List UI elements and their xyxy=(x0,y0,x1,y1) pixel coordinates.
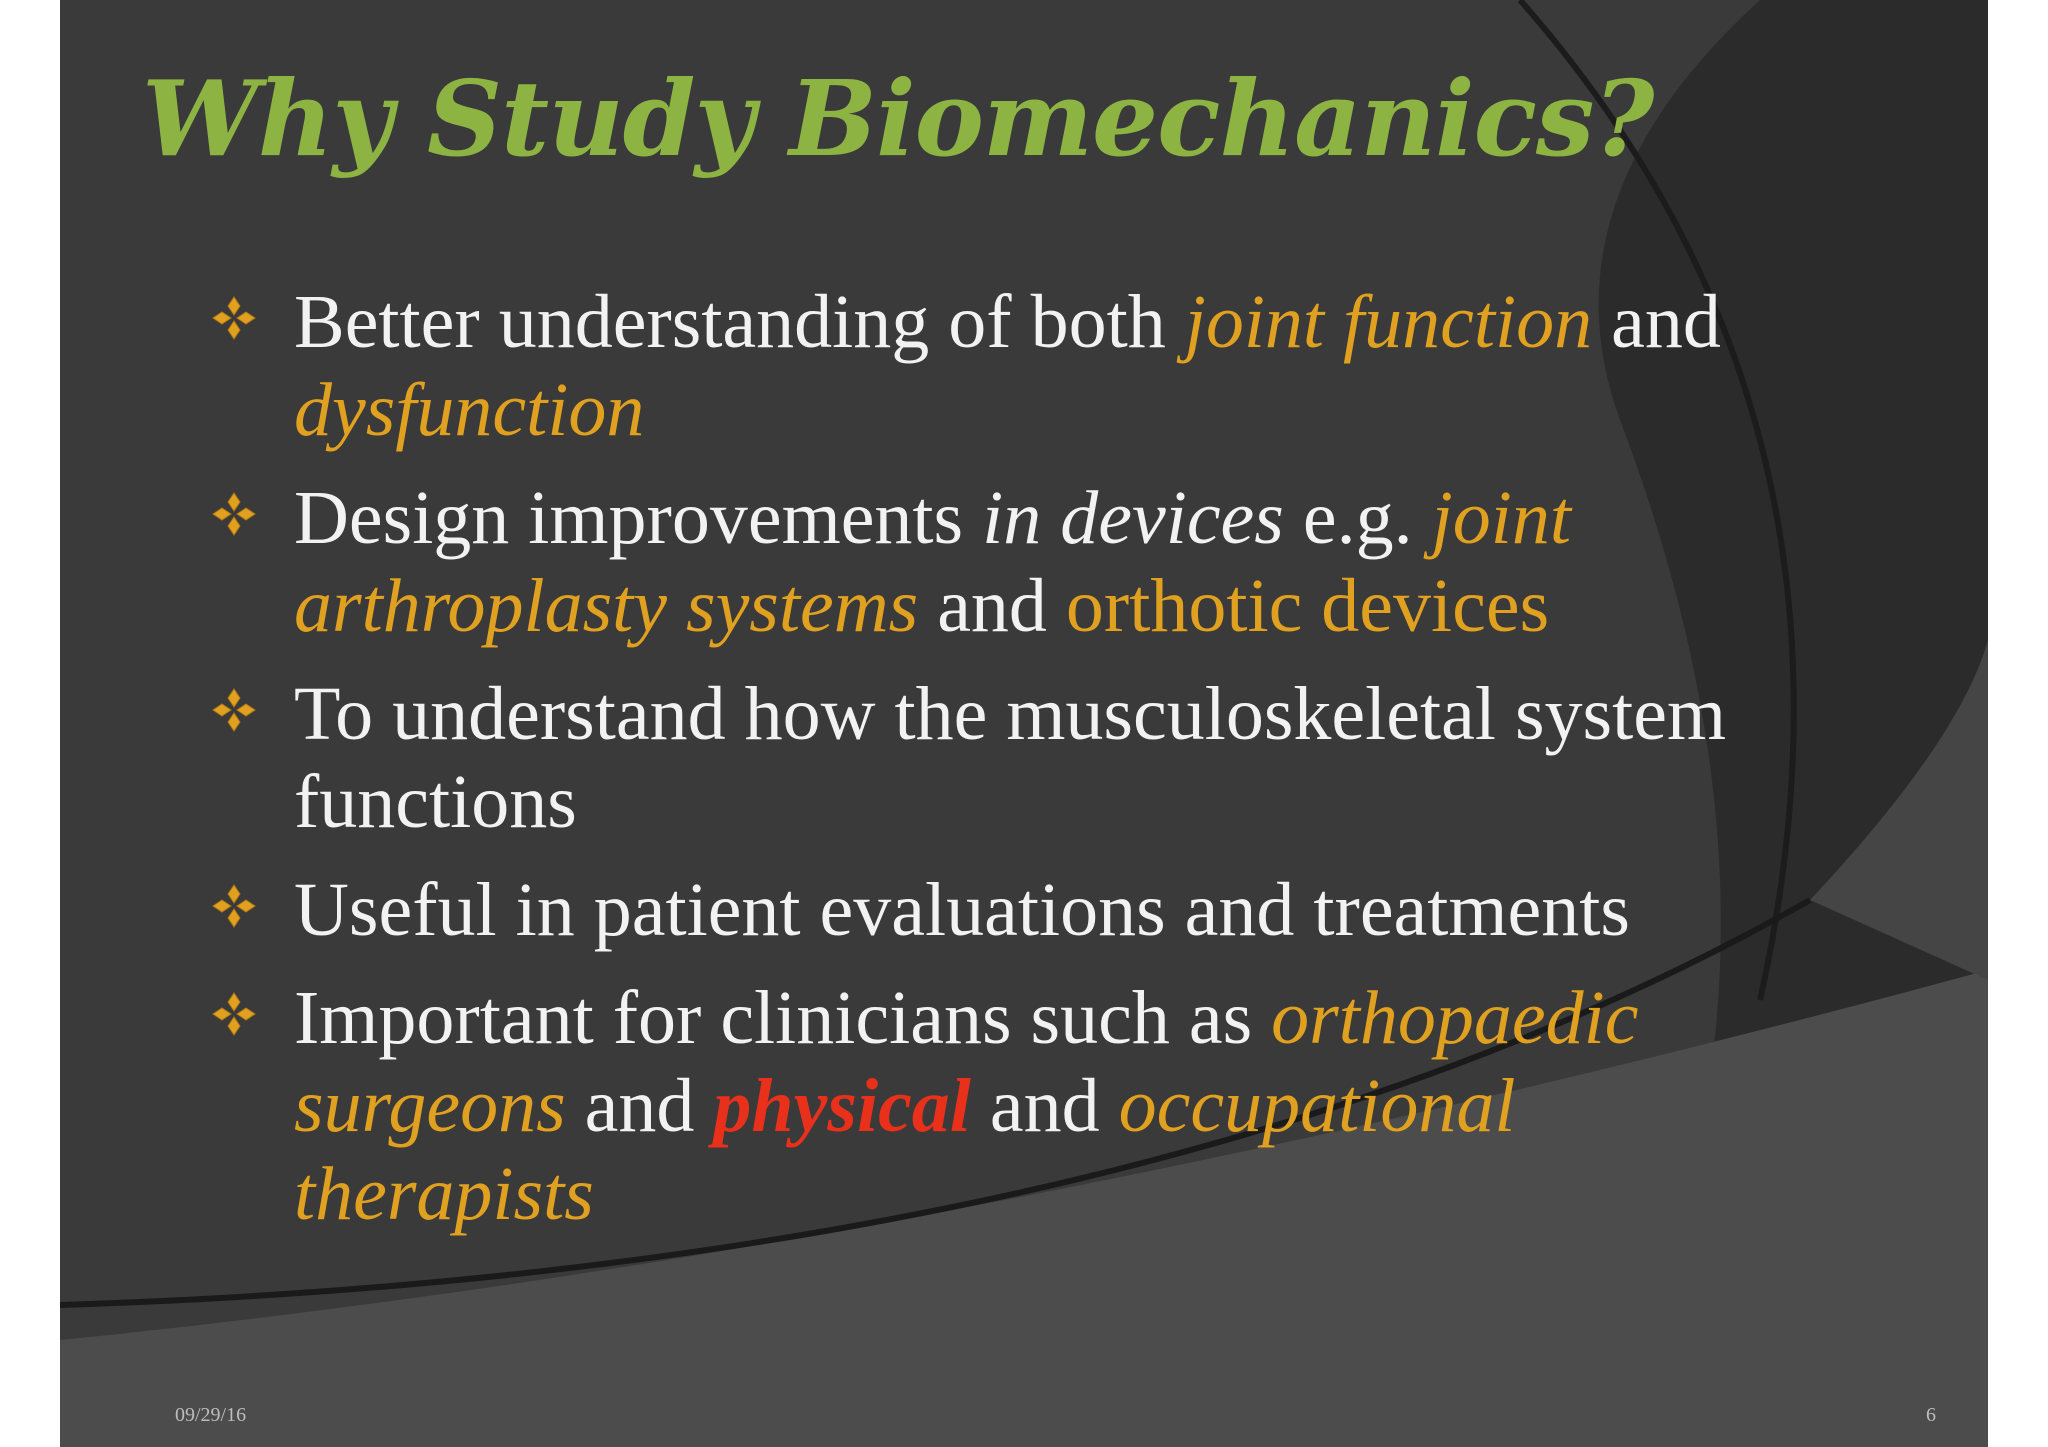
bullet-seg: orthopaedic surgeons xyxy=(294,976,1639,1148)
bullet-seg: and xyxy=(565,1064,714,1148)
bullet-seg: physical xyxy=(713,1064,971,1148)
bullet-seg: and xyxy=(1592,280,1721,364)
bullet-seg: Important for clinicians such as xyxy=(294,976,1272,1060)
bullet-seg: e.g. xyxy=(1283,476,1432,560)
bullet-text xyxy=(294,672,1726,844)
bullet-item xyxy=(212,670,1832,846)
bullet-seg: dysfunction xyxy=(294,368,645,452)
slide-title: Why Study Biomechanics? xyxy=(142,57,1654,180)
four-diamond-bullet-icon xyxy=(212,492,256,536)
bullet-text xyxy=(294,868,1630,952)
four-diamond-bullet-icon xyxy=(212,688,256,732)
bullet-seg: orthotic devices xyxy=(1065,564,1550,648)
footer-page-number: 6 xyxy=(1926,1404,1936,1426)
bullet-seg: occupational therapists xyxy=(294,1064,1516,1236)
bullet-item xyxy=(212,866,1832,954)
bullet-seg: and xyxy=(918,564,1066,648)
bullet-item xyxy=(212,974,1832,1238)
bullet-item xyxy=(212,278,1832,454)
bullet-seg: and xyxy=(970,1064,1119,1148)
slide xyxy=(60,0,1988,1447)
bullet-seg: in devices xyxy=(982,476,1284,560)
four-diamond-bullet-icon xyxy=(212,296,256,340)
four-diamond-bullet-icon xyxy=(212,884,256,928)
bullet-text xyxy=(294,976,1638,1236)
bullet-seg: joint function xyxy=(1184,280,1593,364)
bullet-text xyxy=(294,476,1571,648)
bullet-seg: Useful in patient evaluations and treatments xyxy=(294,868,1630,952)
bullet-text xyxy=(294,280,1721,452)
footer-date: 09/29/16 xyxy=(175,1404,247,1426)
bullet-list xyxy=(212,278,1832,1258)
bullet-seg: To understand how the musculoskeletal system functions xyxy=(294,672,1727,844)
bullet-seg: Better understanding of both xyxy=(294,280,1185,364)
bullet-seg: joint arthroplasty systems xyxy=(294,476,1571,648)
bullet-item xyxy=(212,474,1832,650)
bullet-seg: Design improvements xyxy=(294,476,983,560)
four-diamond-bullet-icon xyxy=(212,992,256,1036)
